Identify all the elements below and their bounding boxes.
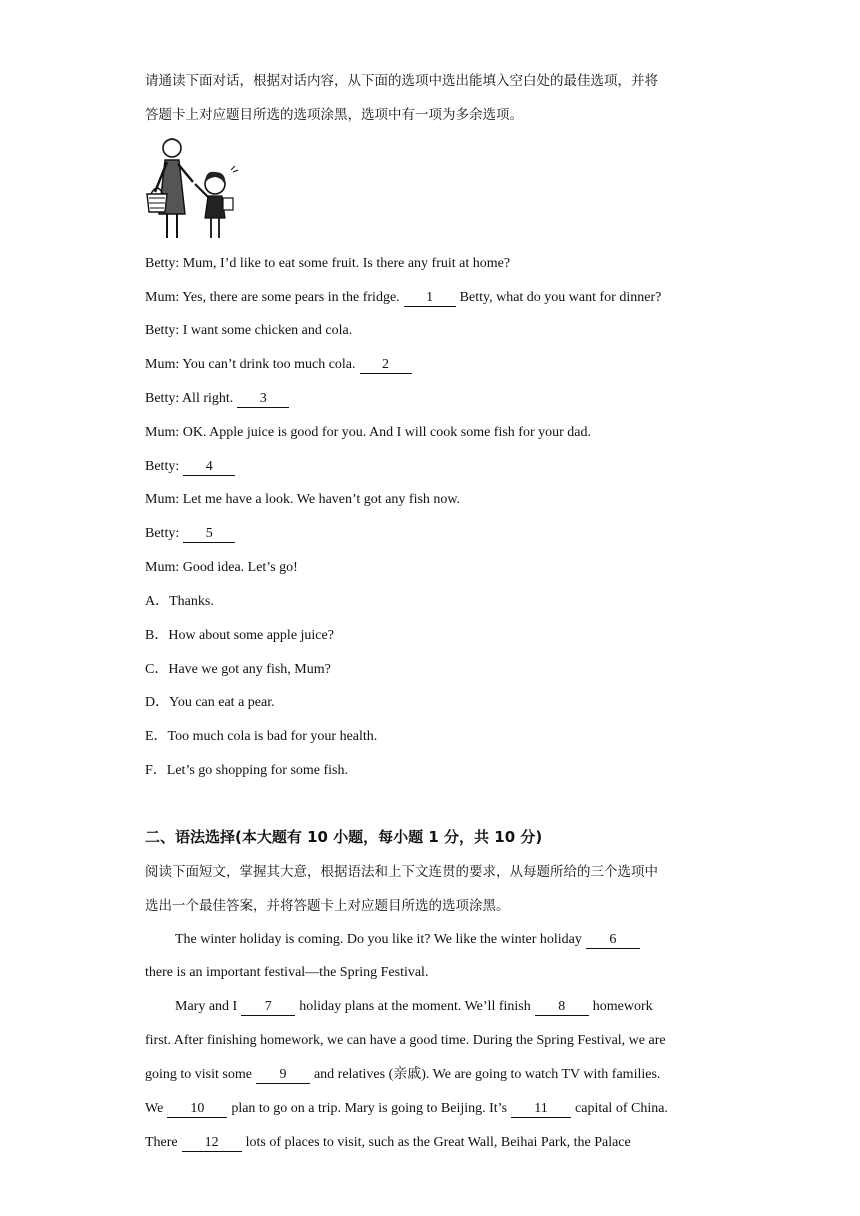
passage-line-7: There 12 lots of places to visit, such as the Great Wall, Beihai Park, the Palace [145,1135,631,1150]
blank-8[interactable]: 8 [535,999,589,1016]
section-2-instruction-1: 阅读下面短文，掌握其大意，根据语法和上下文连贯的要求，从每题所给的三个选项中 [145,864,658,880]
passage-line-4: first. After finishing homework, we can have a good time. During the Spring Festival, we are [145,1033,666,1048]
dialogue-line-2: Mum: Yes, there are some pears in the fridge. 1 Betty, what do you want for dinner? [145,290,662,305]
dialogue-line-4: Mum: You can’t drink too much cola. 2 [145,356,416,374]
blank-9[interactable]: 9 [256,1067,310,1084]
dialogue-line-5: Betty: All right. 3 [145,390,293,408]
option-b: B．How about some apple juice? [145,628,334,643]
dialogue-line-9: Betty: 5 [145,525,239,543]
option-f: F．Let’s go shopping for some fish. [145,763,348,778]
blank-2[interactable]: 2 [360,357,412,374]
blank-7[interactable]: 7 [241,999,295,1016]
option-d: D．You can eat a pear. [145,695,275,710]
instruction-line-2: 答题卡上对应题目所选的选项涂黑，选项中有一项为多余选项。 [145,107,523,123]
blank-4[interactable]: 4 [183,459,235,476]
blank-11[interactable]: 11 [511,1101,571,1118]
option-c: C．Have we got any fish, Mum? [145,662,331,677]
instruction-line-1: 请通读下面对话，根据对话内容，从下面的选项中选出能填入空白处的最佳选项，并将 [145,73,658,89]
mother-daughter-illustration [145,134,245,244]
passage-line-1: The winter holiday is coming. Do you like it? We like the winter holiday 6 [145,931,644,949]
passage-line-6: We 10 plan to go on a trip. Mary is going to Beijing. It’s 11 capital of China. [145,1101,668,1116]
dialogue-line-8: Mum: Let me have a look. We haven’t got any fish now. [145,492,461,507]
passage-line-2: there is an important festival—the Spring Festival. [145,965,429,980]
blank-5[interactable]: 5 [183,526,235,543]
dialogue-line-1: Betty: Mum, I’d like to eat some fruit. Is there any fruit at home? [145,256,511,271]
dialogue-line-3: Betty: I want some chicken and cola. [145,323,353,338]
option-e: E．Too much cola is bad for your health. [145,729,378,744]
blank-3[interactable]: 3 [237,391,289,408]
dialogue-line-6: Mum: OK. Apple juice is good for you. And I will cook some fish for your dad. [145,425,592,440]
dialogue-line-7: Betty: 4 [145,458,239,476]
option-a: A．Thanks. [145,594,214,609]
blank-6[interactable]: 6 [586,932,640,949]
blank-10[interactable]: 10 [167,1101,227,1118]
passage-line-5: going to visit some 9 and relatives (亲戚). We are going to watch TV with families. [145,1067,661,1082]
blank-1[interactable]: 1 [404,290,456,307]
dialogue-line-10: Mum: Good idea. Let’s go! [145,560,298,575]
blank-12[interactable]: 12 [182,1135,242,1152]
section-2-instruction-2: 选出一个最佳答案，并将答题卡上对应题目所选的选项涂黑。 [145,898,510,914]
passage-line-3: Mary and I 7 holiday plans at the moment. We’ll finish 8 homework [175,999,653,1014]
section-2-heading: 二、语法选择(本大题有 10 小题，每小题 1 分，共 10 分) [145,828,543,846]
